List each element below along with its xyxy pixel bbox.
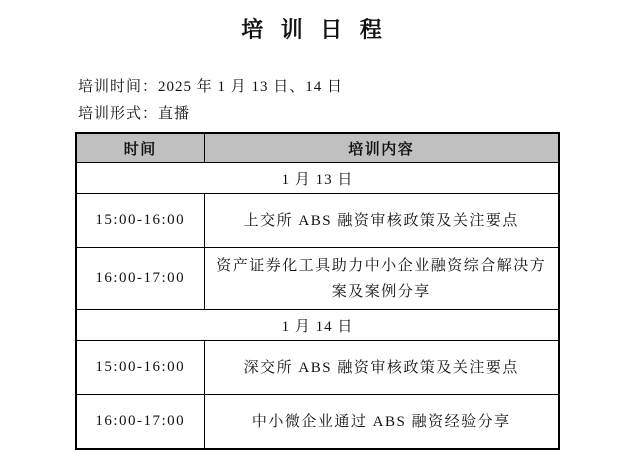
training-time-line: 培训时间：2025 年 1 月 13 日、14 日 <box>78 79 344 95</box>
table-row <box>76 194 559 248</box>
date-cell: 1 月 13 日 <box>76 163 559 194</box>
training-format-line: 培训形式：直播 <box>78 106 191 122</box>
table-header-row <box>76 133 559 163</box>
time-cell: 15:00-16:00 <box>76 194 204 248</box>
table-row <box>76 341 559 395</box>
content-cell: 资产证券化工具助力中小企业融资综合解决方案及案例分享 <box>204 248 559 310</box>
col-header-content: 培训内容 <box>204 133 559 163</box>
content-cell: 深交所 ABS 融资审核政策及关注要点 <box>204 341 559 395</box>
date-cell: 1 月 14 日 <box>76 310 559 341</box>
content-cell: 上交所 ABS 融资审核政策及关注要点 <box>204 194 559 248</box>
table-row <box>76 395 559 450</box>
time-cell: 16:00-17:00 <box>76 395 204 450</box>
date-row-jan13 <box>76 163 559 194</box>
content-cell: 中小微企业通过 ABS 融资经验分享 <box>204 395 559 450</box>
info-block <box>78 78 629 123</box>
page-title: 培 训 日 程 <box>241 17 388 42</box>
date-row-jan14 <box>76 310 559 341</box>
schedule-table <box>75 132 560 450</box>
time-cell: 16:00-17:00 <box>76 248 204 310</box>
time-cell: 15:00-16:00 <box>76 341 204 395</box>
col-header-time: 时间 <box>76 133 204 163</box>
table-row <box>76 248 559 310</box>
